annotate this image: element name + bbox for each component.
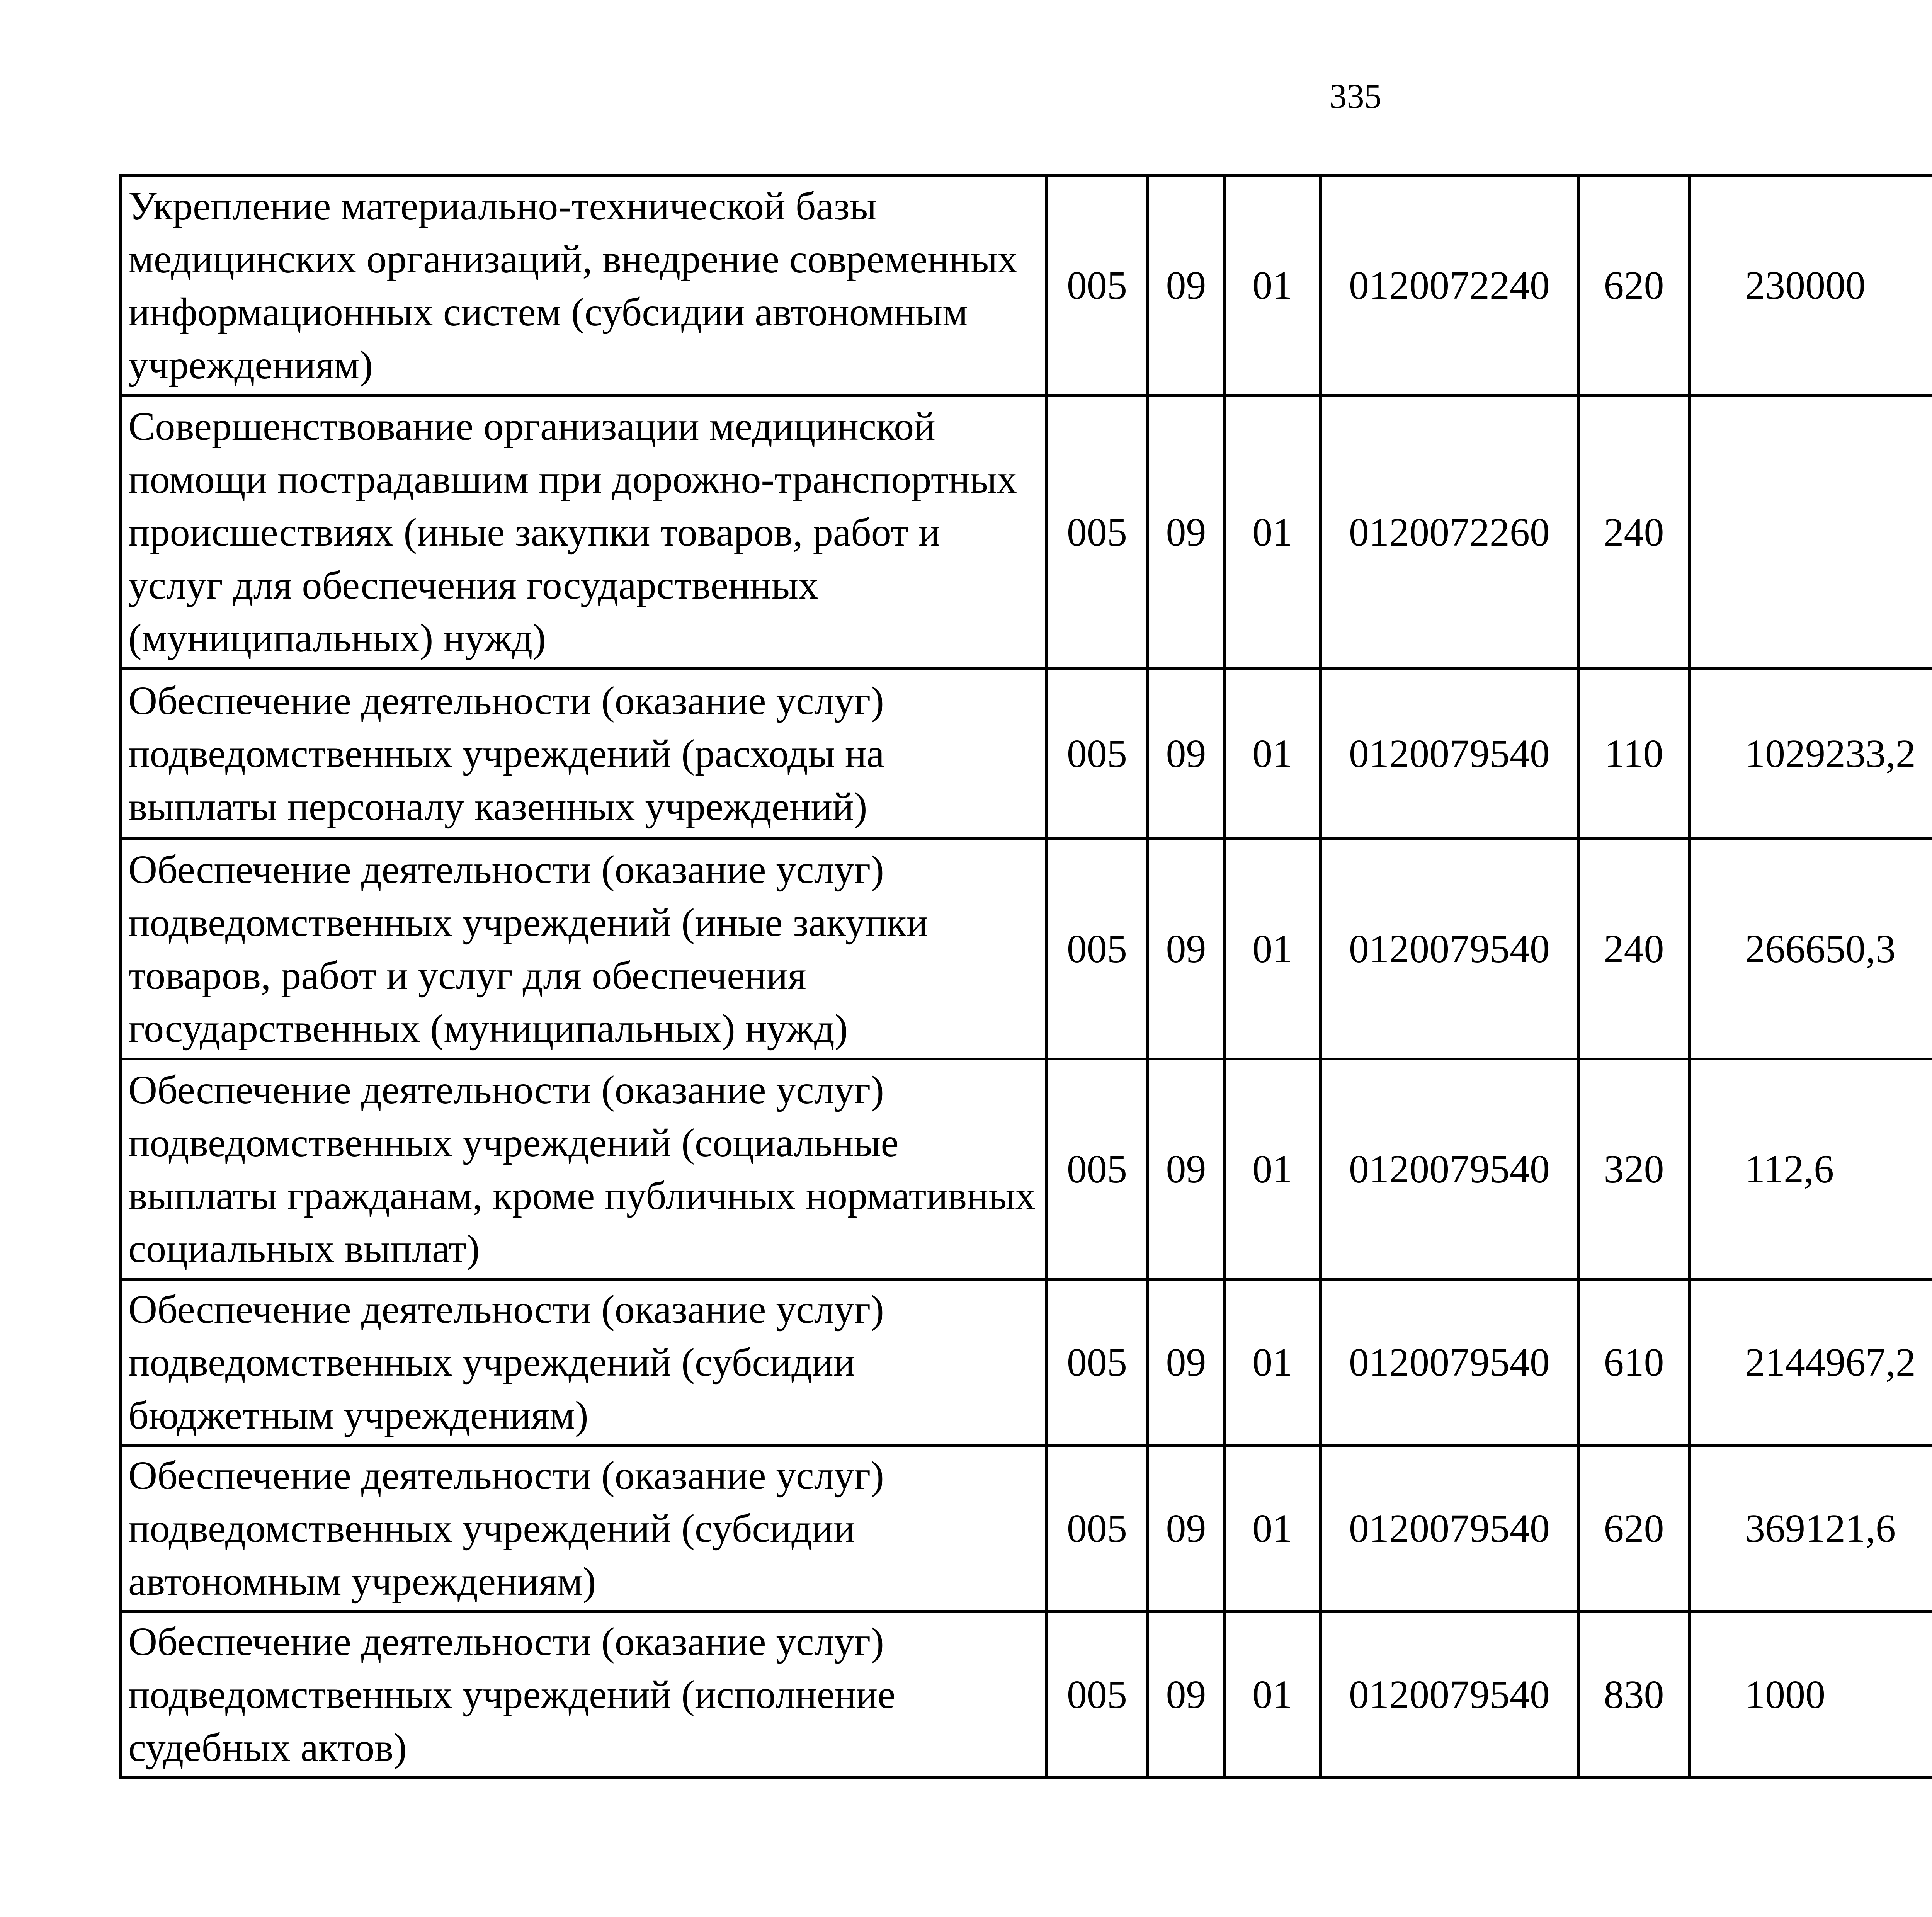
expense-type-code: 830: [1578, 1612, 1690, 1778]
amount-year-1: 230000: [1690, 175, 1932, 396]
target-article-code: 0120079540: [1321, 1612, 1578, 1778]
amount-year-1: 1029233,2: [1690, 669, 1932, 839]
table-row: [121, 1446, 1932, 1612]
expense-type-code: 110: [1578, 669, 1690, 839]
expense-type-code: 620: [1578, 175, 1690, 396]
amount-year-1: 2144967,2: [1690, 1279, 1932, 1446]
table-row: [121, 396, 1932, 669]
expense-name: Укрепление материально-технической базы медицинских организаций, внедрение современных информационных систем (субсидии автономным учреждениям): [121, 175, 1046, 396]
section-code: 09: [1148, 1059, 1225, 1279]
subsection-code: 01: [1225, 1446, 1321, 1612]
ministry-code: 005: [1046, 1059, 1148, 1279]
subsection-code: 01: [1225, 1612, 1321, 1778]
subsection-code: 01: [1225, 669, 1321, 839]
expense-type-code: 240: [1578, 839, 1690, 1059]
amount-year-1: 369121,6: [1690, 1446, 1932, 1612]
ministry-code: 005: [1046, 669, 1148, 839]
ministry-code: 005: [1046, 1279, 1148, 1446]
subsection-code: 01: [1225, 839, 1321, 1059]
table-row: [121, 669, 1932, 839]
expense-name: Обеспечение деятельности (оказание услуг) подведомственных учреждений (субсидии бюджетным учреждениям): [121, 1279, 1046, 1446]
expense-type-code: 620: [1578, 1446, 1690, 1612]
section-code: 09: [1148, 1612, 1225, 1778]
expense-name: Обеспечение деятельности (оказание услуг) подведомственных учреждений (расходы на выплаты персоналу казенных учреждений): [121, 669, 1046, 839]
section-code: 09: [1148, 1446, 1225, 1612]
target-article-code: 0120072260: [1321, 396, 1578, 669]
target-article-code: 0120079540: [1321, 1446, 1578, 1612]
table-row: [121, 1059, 1932, 1279]
section-code: 09: [1148, 175, 1225, 396]
expense-name: Обеспечение деятельности (оказание услуг) подведомственных учреждений (субсидии автономным учреждениям): [121, 1446, 1046, 1612]
section-code: 09: [1148, 839, 1225, 1059]
section-code: 09: [1148, 396, 1225, 669]
expense-type-code: 240: [1578, 396, 1690, 669]
target-article-code: 0120079540: [1321, 1279, 1578, 1446]
expense-name: Обеспечение деятельности (оказание услуг) подведомственных учреждений (иные закупки товаров, работ и услуг для обеспечения государственных (муниципальных) нужд): [121, 839, 1046, 1059]
target-article-code: 0120079540: [1321, 669, 1578, 839]
table-row: [121, 1612, 1932, 1778]
subsection-code: 01: [1225, 1059, 1321, 1279]
target-article-code: 0120079540: [1321, 839, 1578, 1059]
ministry-code: 005: [1046, 396, 1148, 669]
amount-year-1: 112,6: [1690, 1059, 1932, 1279]
ministry-code: 005: [1046, 1446, 1148, 1612]
budget-table: [119, 174, 1932, 1779]
target-article-code: 0120079540: [1321, 1059, 1578, 1279]
ministry-code: 005: [1046, 839, 1148, 1059]
section-code: 09: [1148, 669, 1225, 839]
expense-name: Совершенствование организации медицинской помощи пострадавшим при дорожно-транспортных происшествиях (иные закупки товаров, работ и услуг для обеспечения государственных (муниципальных) нужд): [121, 396, 1046, 669]
expense-type-code: 320: [1578, 1059, 1690, 1279]
amount-year-1: 1000: [1690, 1612, 1932, 1778]
amount-year-1: 266650,3: [1690, 839, 1932, 1059]
expense-name: Обеспечение деятельности (оказание услуг) подведомственных учреждений (социальные выплаты гражданам, кроме публичных нормативных социальных выплат): [121, 1059, 1046, 1279]
table-row: [121, 1279, 1932, 1446]
subsection-code: 01: [1225, 1279, 1321, 1446]
expense-name: Обеспечение деятельности (оказание услуг) подведомственных учреждений (исполнение судебных актов): [121, 1612, 1046, 1778]
page-number: 335: [1329, 77, 1382, 116]
subsection-code: 01: [1225, 396, 1321, 669]
ministry-code: 005: [1046, 1612, 1148, 1778]
amount-year-1: [1690, 396, 1932, 669]
table-row: [121, 839, 1932, 1059]
section-code: 09: [1148, 1279, 1225, 1446]
table-row: [121, 175, 1932, 396]
subsection-code: 01: [1225, 175, 1321, 396]
expense-type-code: 610: [1578, 1279, 1690, 1446]
target-article-code: 0120072240: [1321, 175, 1578, 396]
ministry-code: 005: [1046, 175, 1148, 396]
